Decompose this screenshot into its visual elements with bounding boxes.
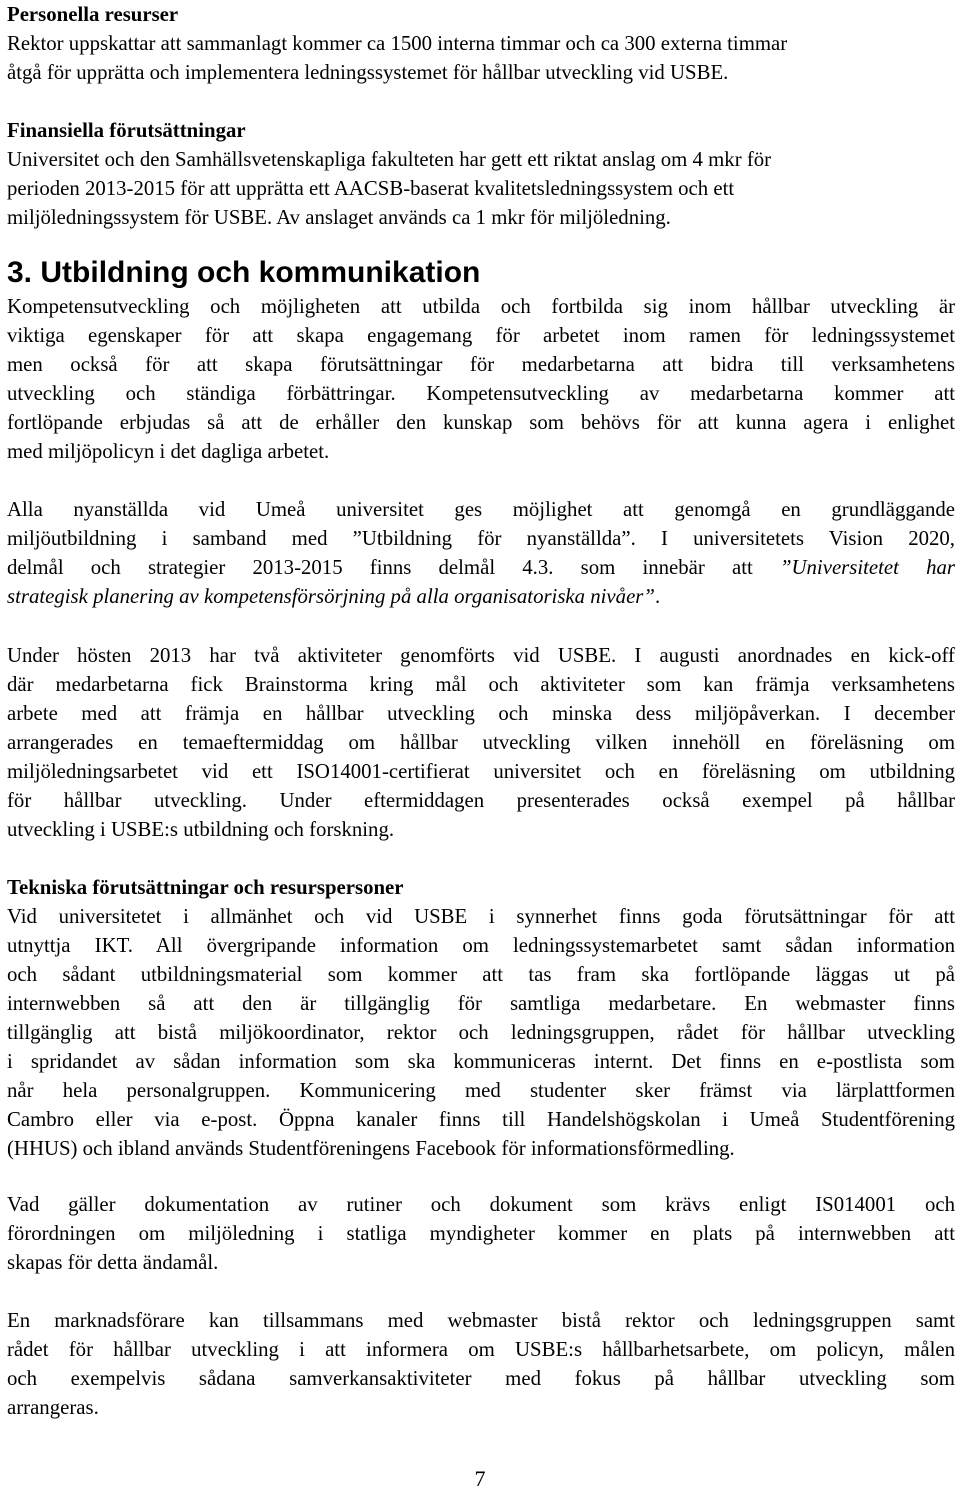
hosten-line-3: arbete med att främja en hållbar utveckling och minska dess miljöpåverkan. I december — [7, 702, 955, 725]
tekniska-line-2: utnyttja IKT. All övergripande information om ledningssystemarbetet samt sådan information — [7, 934, 955, 957]
personella-line-2: åtgå för upprätta och implementera ledningssystemet för hållbar utveckling vid USBE. — [7, 61, 729, 84]
section-tekniska — [7, 873, 955, 1163]
finansiella-line-3: miljöledningssystem för USBE. Av anslaget används ca 1 mkr för miljöledning. — [7, 206, 671, 229]
kompetens-line-5: fortlöpande erbjudas så att de erhåller den kunskap som behövs för att kunna agera i enlighet — [7, 411, 955, 434]
paragraph-hosten — [7, 641, 955, 844]
section-3-title: Utbildning och kommunikation — [40, 256, 481, 289]
tekniska-heading: Tekniska förutsättningar och resurspersoner — [7, 876, 404, 899]
hosten-line-2: där medarbetarna fick Brainstorma kring mål och aktiviteter som kan främja verksamhetens — [7, 673, 955, 696]
tekniska-line-3: och sådant utbildningsmaterial som kommer att tas fram ska fortlöpande läggas ut på — [7, 963, 955, 986]
section-finansiella — [7, 116, 955, 232]
nyanstallda-line-2: miljöutbildning i samband med ”Utbildning för nyanställda”. I universitetets Vision 2020, — [7, 527, 955, 550]
marknad-line-1: En marknadsförare kan tillsammans med webmaster bistå rektor och ledningsgruppen samt — [7, 1309, 955, 1332]
personella-line-1: Rektor uppskattar att sammanlagt kommer ca 1500 interna timmar och ca 300 externa timmar — [7, 32, 788, 55]
paragraph-marknad — [7, 1306, 955, 1422]
paragraph-nyanstallda — [7, 495, 955, 611]
hosten-line-7: utveckling i USBE:s utbildning och forskning. — [7, 818, 395, 841]
kompetens-line-6: med miljöpolicyn i det dagliga arbetet. — [7, 440, 330, 463]
personella-heading: Personella resurser — [7, 3, 179, 26]
tekniska-line-5: tillgänglig att bistå miljökoordinator, rektor och ledningsgruppen, rådet för hållbar utveckling — [7, 1021, 955, 1044]
section-3-number: 3. — [7, 256, 33, 289]
marknad-line-3: och exempelvis sådana samverkansaktiviteter med fokus på hållbar utveckling som — [7, 1367, 955, 1390]
finansiella-line-1: Universitet och den Samhällsvetenskapliga fakulteten har gett ett riktat anslag om 4 mkr för — [7, 148, 772, 171]
nyanstallda-line-3 — [7, 553, 955, 582]
dokumentation-line-2: förordningen om miljöledning i statliga myndigheter kommer en plats på internwebben att — [7, 1222, 955, 1245]
hosten-line-1: Under hösten 2013 har två aktiviteter genomförts vid USBE. I augusti anordnades en kick-off — [7, 644, 955, 667]
nyanstallda-line-1: Alla nyanställda vid Umeå universitet ges möjlighet att genomgå en grundläggande — [7, 498, 955, 521]
dokumentation-line-1: Vad gäller dokumentation av rutiner och dokument som krävs enligt IS014001 och — [7, 1193, 955, 1216]
hosten-line-5: miljöledningsarbetet vid ett ISO14001-certifierat universitet och en föreläsning om utbildning — [7, 760, 955, 783]
page-number: 7 — [474, 1466, 486, 1491]
tekniska-line-7: når hela personalgruppen. Kommunicering med studenter sker främst via lärplattformen — [7, 1079, 955, 1102]
kompetens-line-4: utveckling och ständiga förbättringar. Kompetensutveckling av medarbetarna kommer att — [7, 382, 955, 405]
nyanstallda-line-4-italic: strategisk planering av kompetensförsörjning på alla organisatoriska nivåer” — [7, 585, 655, 608]
dokumentation-line-3: skapas för detta ändamål. — [7, 1251, 219, 1274]
nyanstallda-line-4-end: . — [654, 585, 661, 608]
section-personella — [7, 0, 955, 87]
kompetens-line-1: Kompetensutveckling och möjligheten att utbilda och fortbilda sig inom hållbar utveckling är — [7, 295, 955, 318]
tekniska-line-1: Vid universitetet i allmänhet och vid USBE i synnerhet finns goda förutsättningar för att — [7, 905, 955, 928]
paragraph-kompetens — [7, 292, 955, 466]
kompetens-line-2: viktiga egenskaper för att skapa engagemang för arbetet inom ramen för ledningssystemet — [7, 324, 955, 347]
nyanstallda-line-3-italic: ”Universitetet har — [779, 556, 955, 579]
finansiella-line-2: perioden 2013-2015 för att upprätta ett AACSB-baserat kvalitetsledningssystem och ett — [7, 177, 735, 200]
tekniska-line-4: internwebben så att den är tillgänglig för samtliga medarbetare. En webmaster finns — [7, 992, 955, 1015]
marknad-line-4: arrangeras. — [7, 1396, 99, 1419]
section-3-heading — [7, 254, 955, 292]
hosten-line-6: för hållbar utveckling. Under eftermiddagen presenterades också exempel på hållbar — [7, 789, 955, 812]
kompetens-line-3: men också för att skapa förutsättningar för medarbetarna att bidra till verksamhetens — [7, 353, 955, 376]
paragraph-dokumentation — [7, 1190, 955, 1277]
finansiella-heading: Finansiella förutsättningar — [7, 119, 246, 142]
hosten-line-4: arrangerades en temaeftermiddag om hållbar utveckling vilken innehöll en föreläsning om — [7, 731, 955, 754]
marknad-line-2: rådet för hållbar utveckling i att informera om USBE:s hållbarhetsarbete, om policyn, målen — [7, 1338, 955, 1361]
tekniska-line-6: i spridandet av sådan information som ska kommuniceras internt. Det finns en e-postlista som — [7, 1050, 955, 1073]
tekniska-line-9: (HHUS) och ibland används Studentföreningens Facebook för informationsförmedling. — [7, 1137, 735, 1160]
nyanstallda-line-4 — [7, 582, 955, 611]
nyanstallda-line-3-text: delmål och strategier 2013-2015 finns delmål 4.3. som innebär att — [7, 556, 780, 579]
tekniska-line-8: Cambro eller via e-post. Öppna kanaler finns till Handelshögskolan i Umeå Studentförening — [7, 1108, 955, 1131]
